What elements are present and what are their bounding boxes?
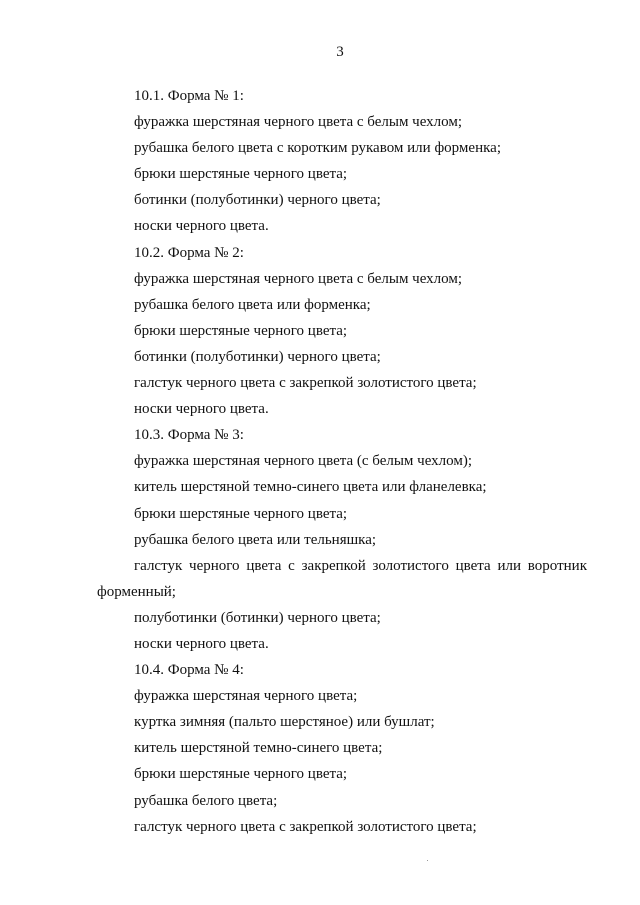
text-line: рубашка белого цвета или форменка; (134, 296, 371, 313)
text-line: фуражка шерстяная черного цвета с белым чехлом; (134, 114, 463, 131)
scan-speck (427, 860, 428, 861)
text-line: фуражка шерстяная черного цвета (с белым чехлом); (134, 453, 473, 470)
text-line: фуражка шерстяная черного цвета с белым чехлом; (134, 270, 463, 287)
text-line: форменный; (97, 583, 176, 600)
text-line: галстук черного цвета с закрепкой золотистого цвета или воротник (134, 557, 587, 574)
text-line: фуражка шерстяная черного цвета; (134, 688, 358, 705)
page-number: 3 (336, 44, 344, 60)
text-line: китель шерстяной темно-синего цвета; (134, 740, 383, 757)
text-line: 10.4. Форма № 4: (134, 662, 244, 679)
text-line: брюки шерстяные черного цвета; (134, 166, 348, 183)
text-line: брюки шерстяные черного цвета; (134, 322, 348, 339)
text-line: рубашка белого цвета; (134, 792, 278, 809)
text-line: рубашка белого цвета с коротким рукавом или форменка; (134, 140, 501, 157)
text-line: носки черного цвета. (134, 218, 269, 235)
text-line: 10.3. Форма № 3: (134, 427, 244, 444)
text-line: брюки шерстяные черного цвета; (134, 505, 348, 522)
text-line: китель шерстяной темно-синего цвета или фланелевка; (134, 479, 487, 496)
text-line: 10.2. Форма № 2: (134, 244, 244, 261)
text-line: галстук черного цвета с закрепкой золотистого цвета; (134, 375, 477, 392)
text-line: ботинки (полуботинки) черного цвета; (134, 348, 381, 365)
text-line: брюки шерстяные черного цвета; (134, 766, 348, 783)
text-line: носки черного цвета. (134, 401, 269, 418)
text-line: полуботинки (ботинки) черного цвета; (134, 609, 381, 626)
text-line: носки черного цвета. (134, 635, 269, 652)
document-body (97, 83, 587, 840)
text-line: рубашка белого цвета или тельняшка; (134, 531, 377, 548)
text-line: 10.1. Форма № 1: (134, 88, 244, 104)
text-line: ботинки (полуботинки) черного цвета; (134, 192, 381, 209)
text-line: галстук черного цвета с закрепкой золотистого цвета; (134, 818, 477, 835)
text-line: куртка зимняя (пальто шерстяное) или бушлат; (134, 714, 435, 731)
